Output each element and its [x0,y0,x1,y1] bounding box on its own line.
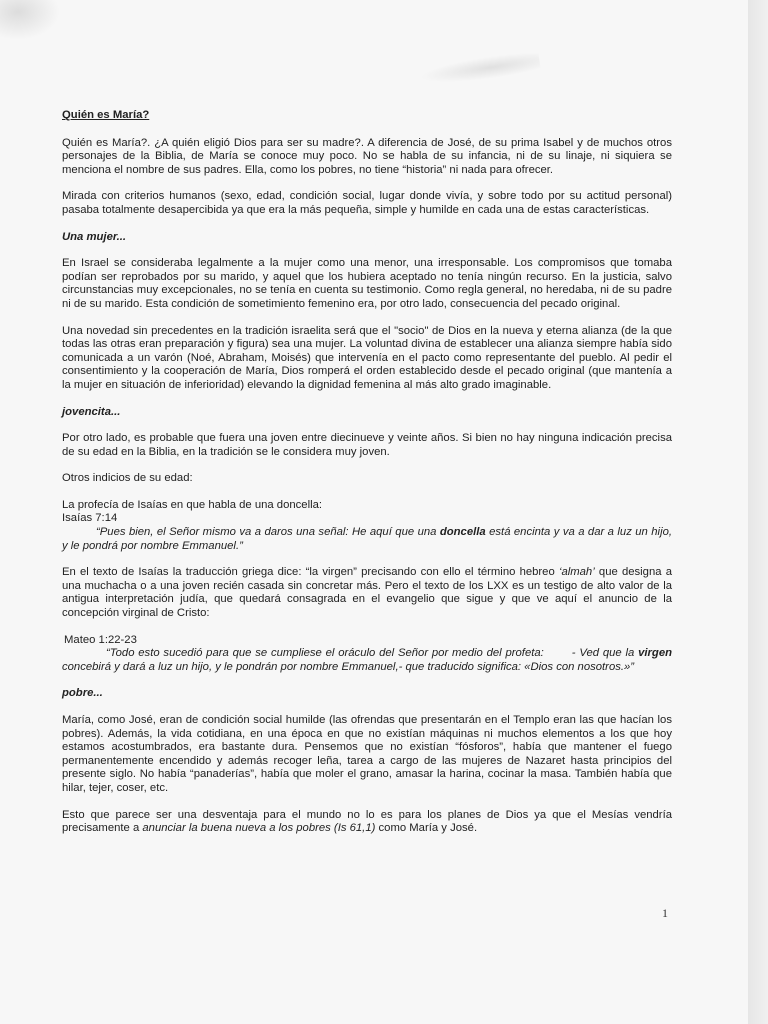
document-title: Quién es María? [62,109,150,121]
paragraph-6: Otros indicios de su edad: [62,472,193,485]
mateo-quote-text-2: - Ved que la [571,647,635,660]
mateo-quote-bold: virgen [638,647,673,660]
paragraph-9: María, como José, eran de condición social humilde (las ofrendas que presentarán en el Templo eran las que hacían los pobres). Además, la vida cotidiana, en una época en que no existían máquinas ni muchos elementos a los que hoy estamos acostumbrados, era bastante dura. Pensemos que no existían “fósforos”, había que mantener el fuego permanentemente encendido y además recoger leña, tarea a cargo de las mujeres de Nazaret hasta principios del presente siglo. No había “panaderías”, había que moler el grano, amasar la harina, cocinar la masa. También había que hilar, tejer, coser, etc. [62,714,672,794]
page-edge-shadow [748,0,768,1024]
mateo-quote-text-1: “Todo esto sucedió para que se cumpliese el oráculo del Señor por medio del profeta: [106,647,544,660]
isaias-quote-text-2: está encinta y va a dar a luz un hijo, y le pondrá por nombre Emmanuel.” [62,526,672,552]
paragraph-8 [62,566,672,620]
isaias-quote-text-1: “Pues bien, el Señor mismo va a daros una señal: He aquí que una [96,526,440,539]
paragraph-2: Mirada con criterios humanos (sexo, edad, condición social, lugar donde vivía, y sobre todo por su actitud personal) pasaba totalmente desapercibida ya que era la más pequeña, simple y humilde en cada una de estas características. [62,190,672,216]
paragraph-1: Quién es María?. ¿A quién eligió Dios para ser su madre?. A diferencia de José, de su prima Isabel y de muchos otros personajes de la Biblia, de María se conoce muy poco. No se habla de su infancia, ni de su linaje, ni siquiera se menciona el nombre de sus padres. Ella, como los pobres, no tiene “historia” ni nada para ofrecer. [62,136,672,176]
paragraph-8-term: ‘almah’ [558,566,595,579]
paragraph-10-italic: anunciar la buena nueva a los pobres (Is 61,1) [142,822,376,835]
isaias-reference: Isaías 7:14 [62,512,118,525]
paragraph-10 [62,809,672,836]
paragraph-8-text-1: En el texto de Isaías la traducción griega dice: “la virgen” precisando con ello el término hebreo [62,566,559,579]
paragraph-3: En Israel se consideraba legalmente a la mujer como una menor, una irresponsable. Los compromisos que tomaba podían ser reprobados por su marido, y aquel que los hubiera aceptado no tenía ningún recurso. En la justicia, salvo circunstancias muy excepcionales, no se tenía en cuenta su testimonio. Como regla general, no heredaba, ni de su padre ni de su marido. Esta condición de sometimiento femenino era, por otro lado, consecuencia del pecado original. [62,257,672,310]
corner-stain [0,0,60,40]
section-heading-jovencita: jovencita... [62,405,121,418]
mateo-reference: Mateo 1:22-23 [64,633,137,646]
section-heading-mujer: Una mujer... [62,230,127,243]
scan-smudge [419,50,541,88]
document-body [62,109,672,849]
page-number: 1 [662,906,668,920]
paragraph-10-text-2: como María y José. [375,822,478,835]
isaias-quote-bold: doncella [439,526,486,539]
paragraph-4: Una novedad sin precedentes en la tradición israelita será que el "socio" de Dios en la nueva y eterna alianza (de la que todas las otras eran preparación y figura) sea una mujer. La voluntad divina de establecer una alianza siempre había sido comunicada a un varón (Noé, Abraham, Moisés) que intervenía en el pacto como representante del pueblo. Al pedir el consentimiento y la cooperación de María, Dios romperá el orden establecido desde el pecado original (que mantenía a la mujer en situación de inferioridad) elevando la dignidad femenina al más alto grado imaginable. [62,324,672,391]
mateo-quote [62,647,672,674]
paragraph-5: Por otro lado, es probable que fuera una joven entre diecinueve y veinte años. Si bien no hay ninguna indicación precisa de su edad en la Biblia, en la tradición se le considera muy joven. [62,432,672,458]
paragraph-8-text-2: que designa a una muchacha o a una joven recién casada sin concretar más. Pero el texto de los LXX es un testigo de alto valor de la antigua interpretación judía, que quedará consagrada en el evangelio que sigue y que ve aquí el anuncio de la concepción virginal de Cristo: [62,566,672,620]
mateo-quote-text-3: concebirá y dará a luz un hijo, y le pondrán por nombre Emmanuel,- que traducido significa: «Dios con nosotros.»” [62,660,635,673]
paragraph-7: La profecía de Isaías en que habla de una doncella: [62,498,323,511]
paragraph-10-text-1: Esto que parece ser una desventaja para el mundo no lo es para los planes de Dios ya que el Mesías vendría precisamente a [62,808,672,835]
section-heading-pobre: pobre... [62,687,103,700]
isaias-quote [62,526,672,553]
